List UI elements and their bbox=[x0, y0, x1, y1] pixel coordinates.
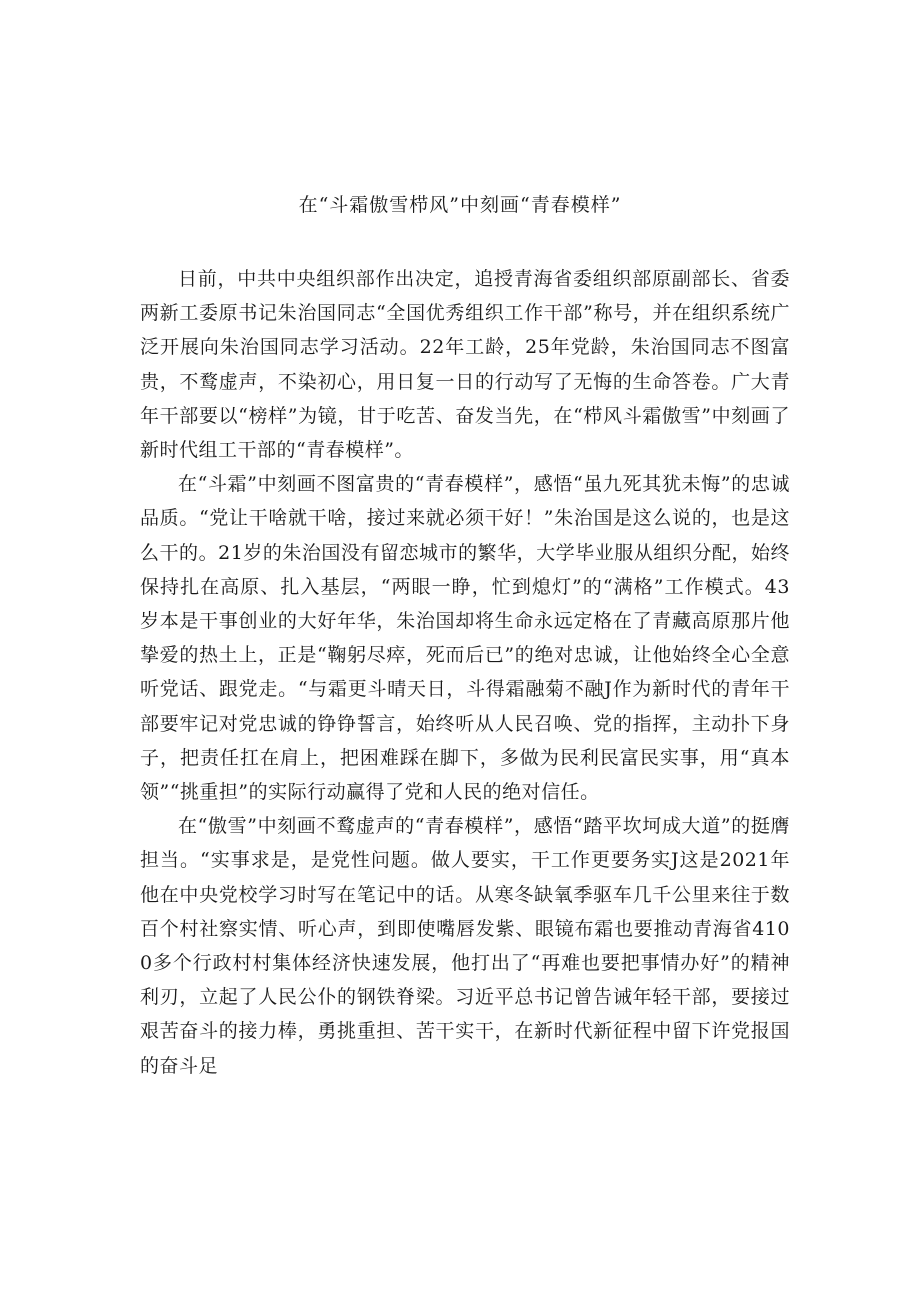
paragraph-3: 在“傲雪”中刻画不鹜虚声的“青春模样”，感悟“踏平坎坷成大道”的挺膺担当。“实事求是，是党性问题。做人要实，干工作更要务实J这是2021年他在中央党校学习时写在笔记中的话。从寒冬缺氧季驱车几千公里来往于数百个村社察实情、听心声，到即使嘴唇发紫、眼镜布霜也要推动青海省4100多个行政村村集体经济快速发展，他打出了“再难也要把事情办好”的精神利刃，立起了人民公仆的钢铁脊梁。习近平总书记曾告诫年轻干部，要接过艰苦奋斗的接力棒，勇挑重担、苦干实干，在新时代新征程中留下许党报国的奋斗足 bbox=[140, 815, 790, 1077]
paragraph-2: 在“斗霜”中刻画不图富贵的“青春模样”，感悟“虽九死其犹未悔”的忠诚品质。“党让干啥就干啥，接过来就必须干好！”朱治国是这么说的，也是这么干的。21岁的朱治国没有留恋城市的繁华，大学毕业服从组织分配，始终保持扎在高原、扎入基层，“两眼一睁，忙到熄灯”的“满格”工作模式。43岁本是干事创业的大好年华，朱治国却将生命永远定格在了青藏高原那片他挚爱的热土上，正是“鞠躬尽瘁，死而后已”的绝对忠诚，让他始终全心全意听党话、跟党走。“与霜更斗晴天日，斗得霜融菊不融J作为新时代的青年干部要牢记对党忠诚的铮铮誓言，始终听从人民召唤、党的指挥，主动扑下身子，把责任扛在肩上，把困难踩在脚下，多做为民利民富民实事，用“真本领”“挑重担”的实际行动赢得了党和人民的绝对信任。 bbox=[140, 473, 790, 804]
document-title: 在“斗霜傲雪栉风”中刻画“青春模样” bbox=[298, 194, 622, 216]
document-body bbox=[140, 262, 790, 1083]
paragraph-1: 日前，中共中央组织部作出决定，追授青海省委组织部原副部长、省委两新工委原书记朱治国同志“全国优秀组织工作干部”称号，并在组织系统广泛开展向朱治国同志学习活动。22年工龄，25年党龄，朱治国同志不图富贵，不鹜虚声，不染初心，用日复一日的行动写了无悔的生命答卷。广大青年干部要以“榜样”为镜，甘于吃苦、奋发当先，在“栉风斗霜傲雪”中刻画了新时代组工干部的“青春模样”。 bbox=[140, 268, 790, 462]
